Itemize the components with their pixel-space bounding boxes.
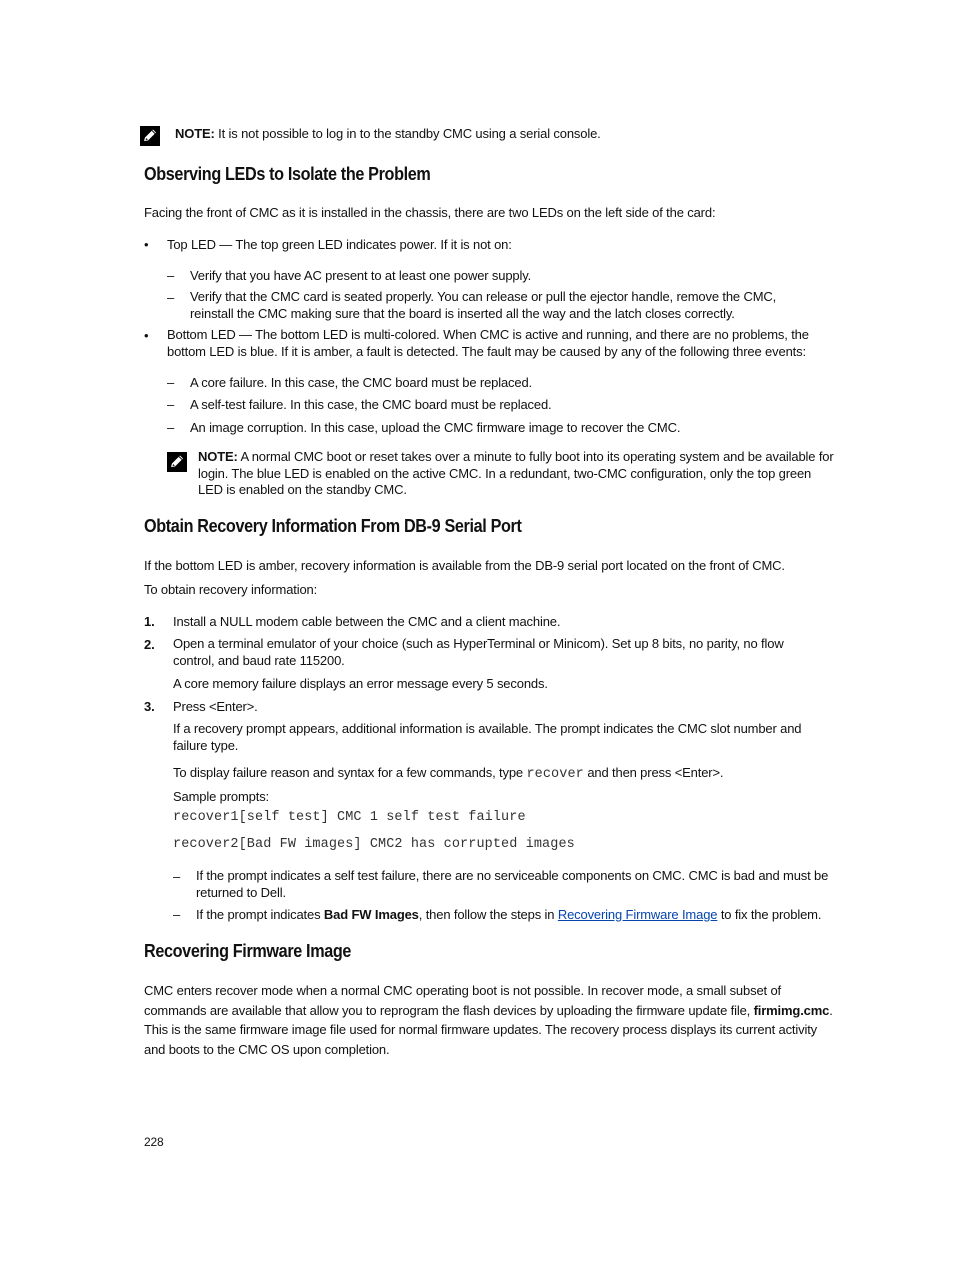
dash-mark: –	[167, 420, 175, 435]
step-3-p1: If a recovery prompt appears, additional information is available. The prompt indicates the CMC slot number and failure type.	[173, 721, 802, 753]
note-text: A normal CMC boot or reset takes over a minute to fully boot into its operating system and be available for login. The blue LED is enabled on the active CMC. In a redundant, two-CMC configuration, only the top green LED is enabled on the standby CMC.	[198, 449, 834, 497]
section1-intro: Facing the front of CMC as it is installed in the chassis, there are two LEDs on the left side of the card:	[144, 205, 716, 220]
dash-mark: –	[173, 907, 181, 922]
recovering-firmware-link[interactable]: Recovering Firmware Image	[557, 907, 718, 922]
bullet-mark: •	[144, 328, 149, 343]
text: , then follow the steps in	[418, 907, 558, 922]
text: to fix the problem.	[717, 907, 822, 922]
top-sub-item: Verify that you have AC present to at least one power supply.	[190, 268, 532, 283]
text: If the prompt indicates	[196, 907, 324, 922]
bold-filename: firmimg.cmc	[753, 1002, 830, 1018]
step-3: Press <Enter>.	[173, 699, 258, 714]
dash-mark: –	[167, 268, 175, 283]
note-pencil-icon	[140, 126, 160, 146]
top-led-item: Top LED — The top green LED indicates power. If it is not on:	[167, 237, 512, 252]
step-number: 1.	[144, 614, 155, 629]
note-label: NOTE:	[175, 126, 215, 141]
step-2-note: A core memory failure displays an error message every 5 seconds.	[173, 676, 548, 691]
code-line-2: recover2[Bad FW images] CMC2 has corrupted images	[173, 837, 575, 852]
inline-code: recover	[526, 767, 584, 782]
note-text: It is not possible to log in to the standby CMC using a serial console.	[214, 126, 601, 141]
dash-mark: –	[173, 869, 181, 884]
section2-p1: If the bottom LED is amber, recovery information is available from the DB-9 serial port located on the front of CMC.	[144, 558, 785, 573]
section-heading-db9: Obtain Recovery Information From DB-9 Serial Port	[144, 516, 522, 536]
text: To display failure reason and syntax for a few commands, type	[173, 765, 527, 780]
text: . This is the same firmware image file used for normal firmware updates. The recovery process displays its current activity and boots to the CMC OS upon completion.	[144, 1002, 833, 1057]
dash-mark: –	[167, 397, 175, 412]
bottom-sub-item: An image corruption. In this case, upload the CMC firmware image to recover the CMC.	[190, 420, 681, 435]
bullet-mark: •	[144, 237, 149, 252]
text: CMC enters recover mode when a normal CMC operating boot is not possible. In recover mode, a small subset of commands are available that allow you to reprogram the flash devices by uploading the firmware update file,	[144, 983, 781, 1018]
step-3-p2	[173, 764, 723, 783]
section2-p2: To obtain recovery information:	[144, 582, 318, 597]
dash-mark: –	[167, 375, 175, 390]
bottom-led-item: Bottom LED — The bottom LED is multi-colored. When CMC is active and running, and there are no problems, the bottom LED is blue. If it is amber, a fault is detected. The fault may be caused by any of the following three events:	[167, 327, 809, 359]
page-number: 228	[144, 1135, 164, 1149]
step-1: Install a NULL modem cable between the CMC and a client machine.	[173, 614, 561, 629]
step-2: Open a terminal emulator of your choice (such as HyperTerminal or Minicom). Set up 8 bits, no parity, no flow control, and baud rate 115200.	[173, 636, 784, 668]
code-line-1: recover1[self test] CMC 1 self test failure	[173, 810, 526, 825]
sample-label: Sample prompts:	[173, 789, 270, 804]
note-2	[198, 449, 838, 499]
section-heading-recovering: Recovering Firmware Image	[144, 941, 352, 961]
bottom-sub-item: A self-test failure. In this case, the CMC board must be replaced.	[190, 397, 552, 412]
note-pencil-icon	[167, 452, 187, 472]
bold-term: Bad FW Images	[323, 907, 419, 922]
prompt-sub-1: If the prompt indicates a self test failure, there are no serviceable components on CMC. CMC is bad and must be returned to Dell.	[196, 868, 829, 900]
section-heading-leds: Observing LEDs to Isolate the Problem	[144, 164, 431, 184]
step-number: 2.	[144, 637, 155, 652]
note-label: NOTE:	[198, 449, 238, 464]
prompt-sub-2	[196, 906, 821, 923]
top-sub-item: Verify that the CMC card is seated properly. You can release or pull the ejector handle, remove the CMC, reinstall the CMC making sure that the board is inserted all the way and the latch closes correctly.	[190, 289, 777, 321]
text: and then press <Enter>.	[583, 765, 724, 780]
dash-mark: –	[167, 290, 175, 305]
note-1	[175, 125, 601, 142]
step-number: 3.	[144, 699, 155, 714]
section3-paragraph	[144, 981, 834, 1059]
bottom-sub-item: A core failure. In this case, the CMC board must be replaced.	[190, 375, 533, 390]
